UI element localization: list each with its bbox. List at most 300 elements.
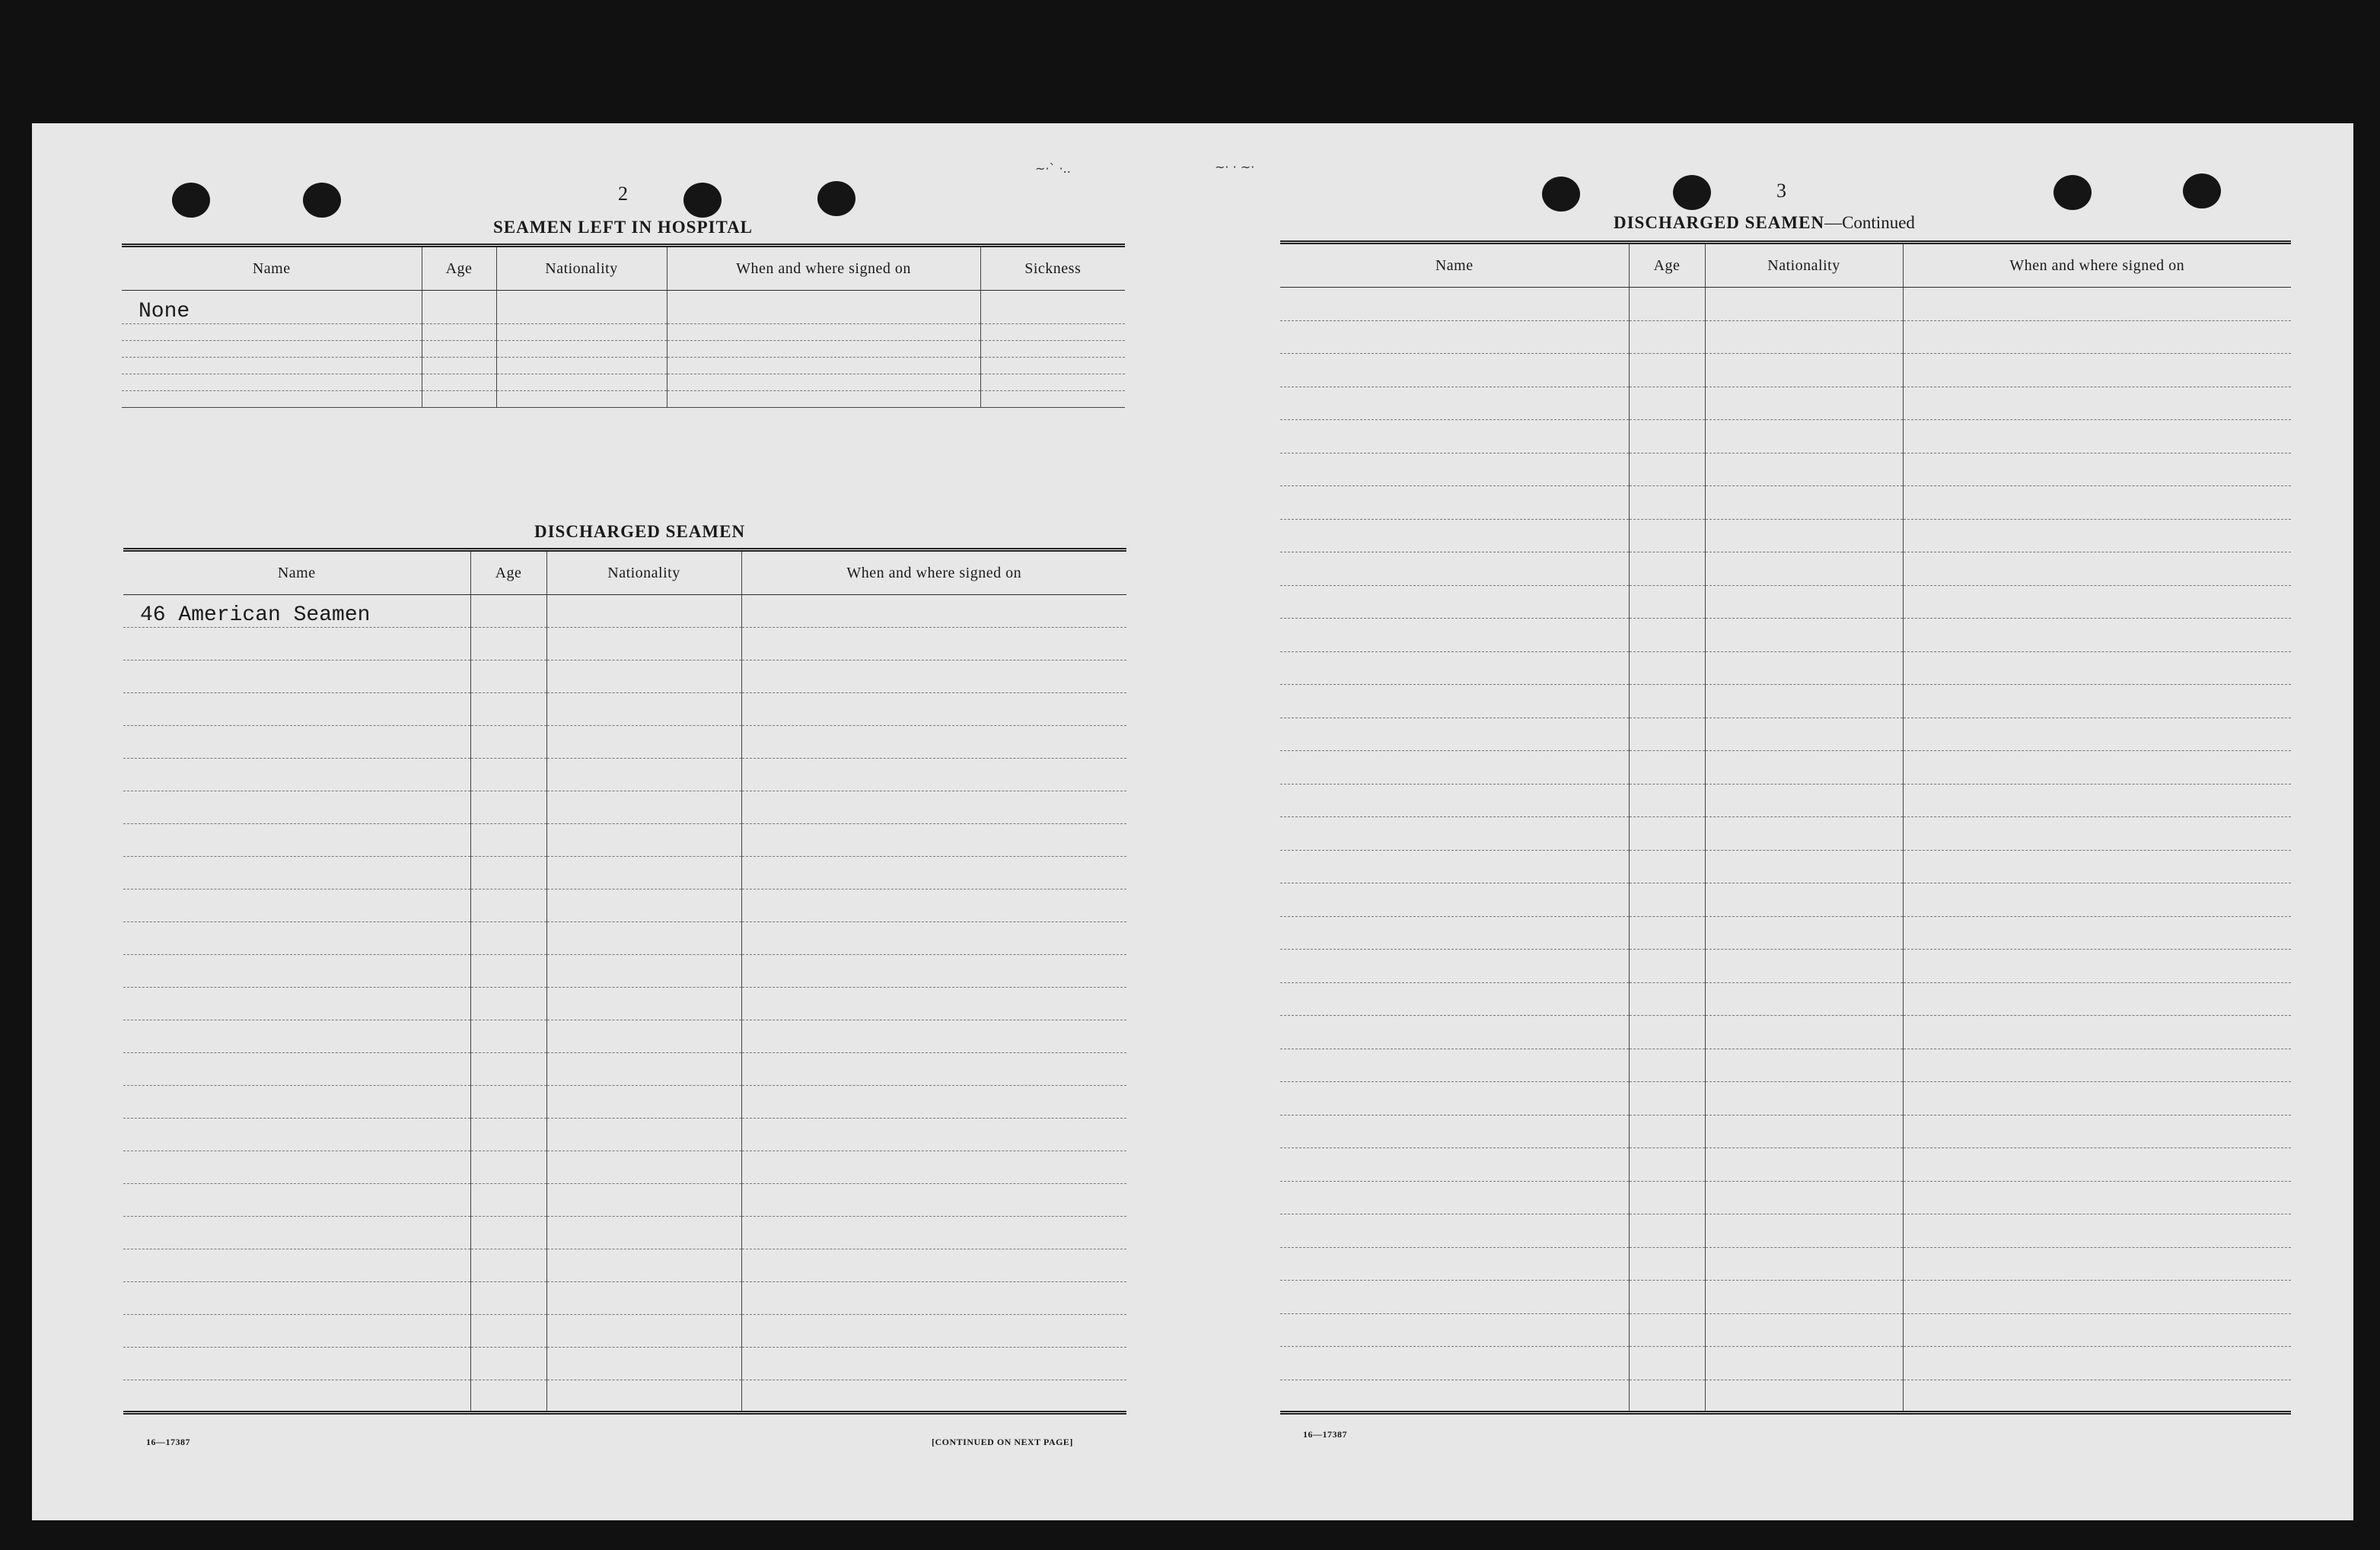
table-cell (1903, 619, 2291, 652)
table-cell (422, 341, 496, 358)
table-row (1280, 1313, 2291, 1347)
table-row (123, 660, 1126, 693)
table-cell (123, 660, 470, 693)
table-cell (1629, 1016, 1705, 1049)
table-cell (1903, 1082, 2291, 1116)
table-cell (1903, 1281, 2291, 1314)
table-row (1280, 1380, 2291, 1413)
table-cell (1629, 585, 1705, 619)
table-row (1280, 850, 2291, 883)
table-cell (470, 660, 546, 693)
table-cell (741, 988, 1126, 1020)
table-cell (123, 791, 470, 824)
table-row (1280, 1347, 2291, 1380)
table-cell (1280, 950, 1629, 983)
table-row (123, 1053, 1126, 1086)
table-cell (1705, 916, 1903, 950)
table-row (123, 628, 1126, 660)
table-cell (470, 824, 546, 857)
table-cell (123, 1249, 470, 1282)
table-cell (1629, 453, 1705, 486)
table-row (123, 1151, 1126, 1184)
table-cell (1629, 651, 1705, 685)
table-cell (1903, 453, 2291, 486)
column-header: When and where signed on (667, 246, 980, 291)
table-cell (546, 1119, 741, 1151)
table-row (1280, 1082, 2291, 1116)
table-cell (1903, 883, 2291, 917)
table-cell (1629, 1313, 1705, 1347)
table-row (1280, 1115, 2291, 1148)
table-cell (1629, 751, 1705, 785)
table-cell (1280, 1148, 1629, 1182)
table-cell (1629, 1049, 1705, 1082)
table-row (123, 1184, 1126, 1217)
table-cell (741, 726, 1126, 759)
table-cell (1903, 751, 2291, 785)
table-row (1280, 1247, 2291, 1281)
table-row (123, 988, 1126, 1020)
table-cell (123, 1217, 470, 1249)
table-row (1280, 1281, 2291, 1314)
table-cell (546, 595, 741, 628)
table-cell (1903, 387, 2291, 420)
table-cell (1903, 354, 2291, 387)
table-cell (667, 358, 980, 374)
table-cell (546, 857, 741, 890)
table-cell (667, 291, 980, 324)
table-cell (546, 660, 741, 693)
table-cell (741, 595, 1126, 628)
table-cell (470, 988, 546, 1020)
table-cell (1705, 288, 1903, 321)
table-cell (1705, 519, 1903, 552)
table-cell (980, 391, 1125, 408)
table-cell (1280, 1247, 1629, 1281)
table-cell (741, 628, 1126, 660)
table-cell (470, 1184, 546, 1217)
table-cell (496, 291, 667, 324)
table-cell (422, 291, 496, 324)
table-cell (546, 1282, 741, 1315)
section-title-suffix: —Continued (1824, 213, 1915, 232)
table-cell (1903, 1049, 2291, 1082)
stray-mark: ~· · ~· (1215, 160, 1255, 174)
table-row (1280, 1214, 2291, 1248)
table-cell (470, 628, 546, 660)
table-cell (123, 988, 470, 1020)
table-cell (1705, 387, 1903, 420)
punch-hole (303, 183, 341, 218)
table-cell (1903, 784, 2291, 817)
column-header: Nationality (546, 550, 741, 595)
table-cell (1903, 1313, 2291, 1347)
table-cell (123, 693, 470, 726)
table-cell (1705, 585, 1903, 619)
table-cell (1705, 486, 1903, 520)
table-row (122, 391, 1125, 408)
table-row (122, 324, 1125, 341)
table-cell (1280, 1347, 1629, 1380)
table-cell (123, 890, 470, 922)
table-cell (1629, 982, 1705, 1016)
table-row (1280, 651, 2291, 685)
table-cell (1280, 1181, 1629, 1214)
table-cell (1705, 883, 1903, 917)
table-cell (470, 1020, 546, 1053)
table-cell (1705, 784, 1903, 817)
table-cell (741, 660, 1126, 693)
punch-hole (2053, 175, 2092, 210)
table-cell (470, 1217, 546, 1249)
table-cell (1629, 486, 1705, 520)
table-row (123, 1020, 1126, 1053)
table-cell (1903, 817, 2291, 851)
table-cell (1280, 320, 1629, 354)
table-cell (123, 628, 470, 660)
table-cell (1280, 751, 1629, 785)
table-cell (546, 1315, 741, 1348)
table-cell (422, 324, 496, 341)
table-cell (980, 324, 1125, 341)
table-cell (1629, 718, 1705, 751)
table-cell (470, 890, 546, 922)
table-cell (1629, 320, 1705, 354)
table-cell (546, 1020, 741, 1053)
table-cell (1280, 1082, 1629, 1116)
table-row (1280, 1181, 2291, 1214)
table-cell (470, 726, 546, 759)
column-header: Nationality (1705, 243, 1903, 288)
table-cell (1903, 916, 2291, 950)
table-cell (123, 1086, 470, 1119)
table-row (1280, 718, 2291, 751)
table-row (1280, 519, 2291, 552)
section-title-discharged-continued (1614, 213, 1915, 233)
table-cell (1629, 850, 1705, 883)
table-header-row (1280, 243, 2291, 288)
table-cell (123, 1380, 470, 1413)
table-cell (546, 1086, 741, 1119)
section-title-discharged: DISCHARGED SEAMEN (534, 522, 746, 541)
table-row (123, 1282, 1126, 1315)
table-row (123, 955, 1126, 988)
table-cell (741, 1184, 1126, 1217)
table-cell (1705, 1148, 1903, 1182)
column-header: Sickness (980, 246, 1125, 291)
table-row (1280, 387, 2291, 420)
table-cell (741, 759, 1126, 791)
table-cell (546, 1151, 741, 1184)
table-cell (1705, 320, 1903, 354)
table-cell (1903, 486, 2291, 520)
punch-hole (1542, 177, 1580, 212)
table-cell (1903, 585, 2291, 619)
table-cell (1280, 354, 1629, 387)
table-cell (1705, 1049, 1903, 1082)
table-cell (1280, 784, 1629, 817)
table-header-row (123, 550, 1126, 595)
table-cell (741, 1348, 1126, 1380)
table-cell (667, 341, 980, 358)
table-cell (1629, 1247, 1705, 1281)
table-row (123, 824, 1126, 857)
table-row (1280, 354, 2291, 387)
table-cell (980, 374, 1125, 391)
table-cell (546, 1249, 741, 1282)
table-cell (122, 324, 422, 341)
table-cell (741, 1053, 1126, 1086)
table-cell (1629, 1181, 1705, 1214)
table-cell (1629, 685, 1705, 718)
table-cell (422, 391, 496, 408)
table-row (123, 693, 1126, 726)
table-cell (546, 1348, 741, 1380)
table-cell (496, 374, 667, 391)
table-row (1280, 883, 2291, 917)
table-cell (1280, 453, 1629, 486)
table-row (123, 791, 1126, 824)
discharged-continued-table (1280, 240, 2291, 1415)
table-cell (422, 374, 496, 391)
table-row (1280, 817, 2291, 851)
table-cell (1629, 883, 1705, 917)
table-cell (123, 1151, 470, 1184)
table-cell (1280, 519, 1629, 552)
table-cell (1280, 916, 1629, 950)
table-cell (1705, 1313, 1903, 1347)
table-cell (496, 324, 667, 341)
table-cell (741, 1020, 1126, 1053)
table-cell (1903, 1016, 2291, 1049)
table-row (123, 1217, 1126, 1249)
table-cell (1705, 1380, 1903, 1413)
table-cell (1280, 718, 1629, 751)
table-cell (1705, 850, 1903, 883)
column-header: When and where signed on (1903, 243, 2291, 288)
table-row (122, 374, 1125, 391)
table-cell (1280, 552, 1629, 586)
table-cell (741, 1380, 1126, 1413)
table-cell (1280, 1016, 1629, 1049)
table-cell (1903, 1214, 2291, 1248)
table-cell (546, 791, 741, 824)
table-row (123, 1086, 1126, 1119)
table-cell (1629, 1281, 1705, 1314)
table-cell (123, 1315, 470, 1348)
table-row (123, 922, 1126, 955)
table-row (122, 291, 1125, 324)
table-cell (741, 857, 1126, 890)
table-cell (470, 1380, 546, 1413)
table-cell (1705, 1347, 1903, 1380)
punch-hole (2183, 173, 2221, 208)
table-cell (1280, 420, 1629, 454)
table-cell (1629, 1082, 1705, 1116)
section-title-hospital: SEAMEN LEFT IN HOSPITAL (493, 218, 754, 237)
table-cell (546, 726, 741, 759)
table-cell (123, 1020, 470, 1053)
table-cell (1903, 1380, 2291, 1413)
table-cell (741, 824, 1126, 857)
table-cell (1705, 685, 1903, 718)
table-cell (470, 1086, 546, 1119)
table-header-row (122, 246, 1125, 291)
table-cell (1903, 950, 2291, 983)
punch-hole (172, 183, 210, 218)
table-cell (741, 1151, 1126, 1184)
table-cell (1629, 619, 1705, 652)
table-row (1280, 585, 2291, 619)
table-row (1280, 420, 2291, 454)
table-cell (1629, 519, 1705, 552)
table-cell (1280, 619, 1629, 652)
table-cell (1903, 651, 2291, 685)
table-cell (496, 358, 667, 374)
table-row (1280, 685, 2291, 718)
column-header: When and where signed on (741, 550, 1126, 595)
table-cell (546, 955, 741, 988)
table-cell (1903, 1181, 2291, 1214)
table-cell (546, 890, 741, 922)
table-cell (123, 824, 470, 857)
table-cell (470, 759, 546, 791)
table-cell (546, 922, 741, 955)
punch-hole (1673, 175, 1711, 210)
table-row (1280, 619, 2291, 652)
table-cell (123, 922, 470, 955)
table-cell (546, 759, 741, 791)
table-row (123, 595, 1126, 628)
table-cell (1705, 982, 1903, 1016)
table-cell (1629, 1380, 1705, 1413)
table-cell (741, 1315, 1126, 1348)
ledger-sheet (32, 123, 2353, 1520)
punch-hole (817, 181, 855, 216)
table-cell (1705, 420, 1903, 454)
table-cell (470, 595, 546, 628)
table-cell (1629, 1115, 1705, 1148)
table-cell: None (122, 291, 422, 324)
table-cell (1629, 288, 1705, 321)
table-cell (546, 693, 741, 726)
table-cell (741, 1086, 1126, 1119)
column-header: Name (122, 246, 422, 291)
table-cell (546, 1380, 741, 1413)
hospital-table (122, 243, 1125, 408)
table-cell (123, 955, 470, 988)
table-cell (741, 791, 1126, 824)
punch-hole (683, 183, 722, 218)
column-header: Name (1280, 243, 1629, 288)
table-cell (470, 791, 546, 824)
table-cell (470, 1282, 546, 1315)
table-cell (123, 726, 470, 759)
table-cell (741, 1217, 1126, 1249)
table-cell (470, 1249, 546, 1282)
section-title-text: DISCHARGED SEAMEN (1614, 213, 1825, 232)
table-cell (1903, 288, 2291, 321)
table-cell (1629, 387, 1705, 420)
table-cell (1903, 519, 2291, 552)
table-row (1280, 784, 2291, 817)
table-row (1280, 1016, 2291, 1049)
table-row (123, 890, 1126, 922)
table-cell (741, 693, 1126, 726)
table-cell (1903, 1247, 2291, 1281)
column-header: Name (123, 550, 470, 595)
table-cell (470, 1119, 546, 1151)
table-row (1280, 552, 2291, 586)
table-cell (1629, 354, 1705, 387)
table-row (122, 358, 1125, 374)
table-cell (422, 358, 496, 374)
table-cell (1705, 651, 1903, 685)
table-cell (1629, 552, 1705, 586)
table-cell (1705, 718, 1903, 751)
table-row (123, 857, 1126, 890)
table-cell (123, 1348, 470, 1380)
table-cell (1280, 1214, 1629, 1248)
table-cell (1705, 817, 1903, 851)
table-cell (470, 1315, 546, 1348)
table-cell (1705, 1281, 1903, 1314)
table-cell (1903, 685, 2291, 718)
table-cell (1705, 1115, 1903, 1148)
table-cell (1280, 850, 1629, 883)
table-cell (496, 391, 667, 408)
table-cell (1629, 817, 1705, 851)
form-number: 16—17387 (1303, 1429, 1347, 1440)
table-cell (741, 955, 1126, 988)
table-cell (1705, 1247, 1903, 1281)
table-cell (1280, 486, 1629, 520)
table-row (123, 1119, 1126, 1151)
table-cell (1280, 1281, 1629, 1314)
table-cell (470, 693, 546, 726)
column-header: Age (1629, 243, 1705, 288)
table-cell (1280, 982, 1629, 1016)
table-cell (667, 374, 980, 391)
table-row (123, 726, 1126, 759)
table-cell: 46 American Seamen (123, 595, 470, 628)
table-cell (470, 1348, 546, 1380)
column-header: Age (422, 246, 496, 291)
table-cell (1705, 1016, 1903, 1049)
table-cell (1903, 1115, 2291, 1148)
table-row (123, 759, 1126, 791)
table-cell (122, 374, 422, 391)
table-row (1280, 486, 2291, 520)
table-cell (470, 1053, 546, 1086)
table-cell (122, 391, 422, 408)
table-cell (122, 341, 422, 358)
table-cell (1629, 420, 1705, 454)
table-cell (1280, 387, 1629, 420)
table-cell (123, 1053, 470, 1086)
table-cell (546, 1053, 741, 1086)
table-row (123, 1348, 1126, 1380)
table-row (123, 1315, 1126, 1348)
table-cell (1903, 1148, 2291, 1182)
table-cell (496, 341, 667, 358)
table-cell (1629, 1347, 1705, 1380)
table-cell (1705, 1181, 1903, 1214)
table-cell (1280, 651, 1629, 685)
table-cell (1903, 718, 2291, 751)
table-cell (1705, 1214, 1903, 1248)
table-cell (1280, 685, 1629, 718)
